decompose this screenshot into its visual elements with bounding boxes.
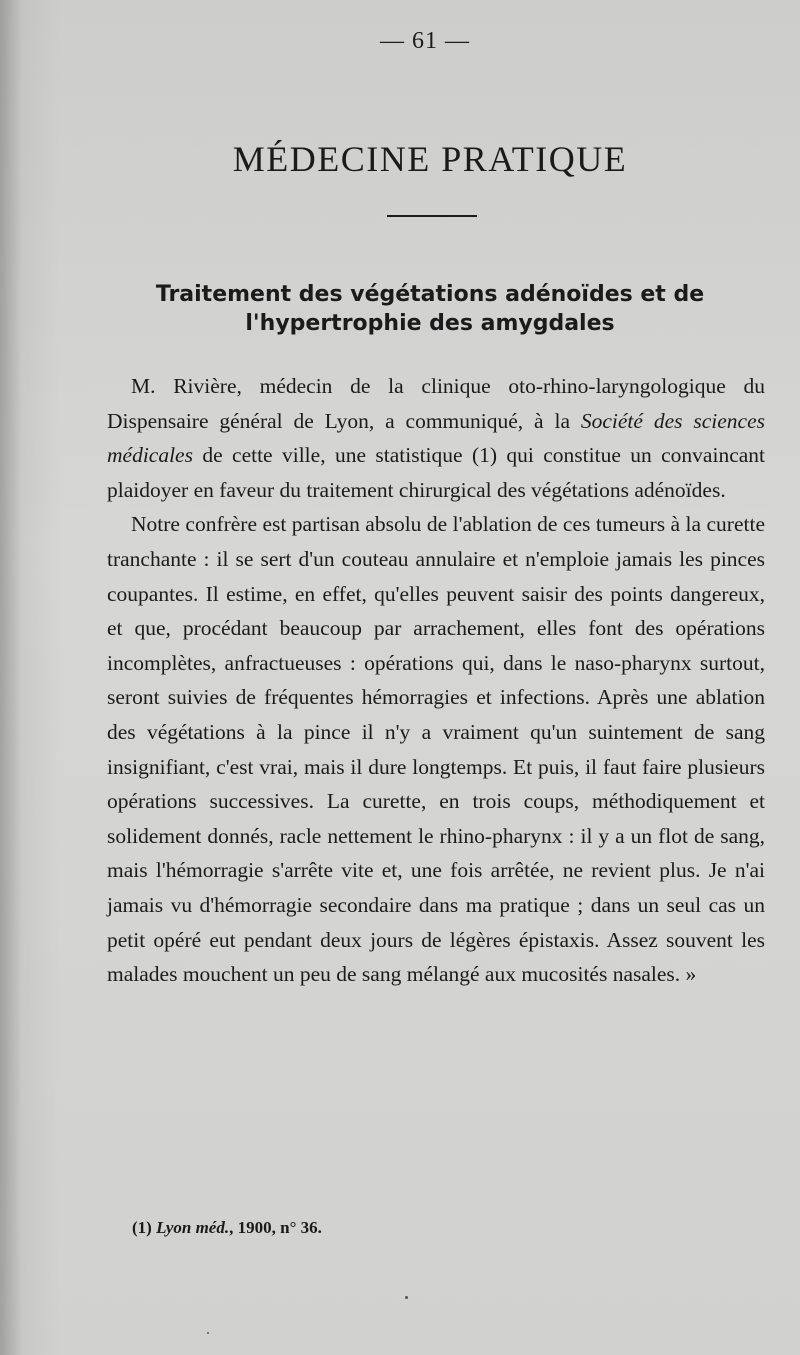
paragraph-1-part-2: de cette ville, une statistique (1) qui constitue un convaincant plaidoyer en faveur du traitement chirurgical des végétations adénoïdes.	[107, 443, 765, 502]
paragraph-2: Notre confrère est partisan absolu de l'ablation de ces tumeurs à la curette tranchante : il se sert d'un couteau annulaire et n'emploie jamais les pinces coupantes. Il estime, en effet, qu'elles peuvent saisir des points dangereux, et que, procédant beaucoup par arrachement, elles font des opérations incomplètes, anfractueuses : opérations qui, dans le naso-pharynx surtout, seront suivies de fréquentes hémorragies et infections. Après une ablation des végétations à la pince il n'y a vraiment qu'un suintement de sang insignifiant, c'est vrai, mais il dure longtemps. Et puis, il faut faire plusieurs opérations successives. La curette, en trois coups, méthodiquement et solidement donnés, racle nettement le rhino-pharynx : il y a un flot de sang, mais l'hémorragie s'arrête vite et, une fois arrêtée, ne revient plus. Je n'ai jamais vu d'hémorragie secondaire dans ma pratique ; dans un seul cas un petit opéré eut pendant deux jours de légères épistaxis. Assez souvent les malades mouchent un peu de sang mélangé aux mucosités nasales. »	[107, 512, 765, 987]
paragraph-1-part-1: M. Rivière, médecin de la clinique oto-rhino-laryngologique du Dispensaire général de Lyon, a communiqué, à la	[107, 374, 765, 433]
page-number: — 61 —	[380, 28, 470, 54]
footnote	[132, 1218, 322, 1238]
footnote-marker: (1)	[132, 1218, 157, 1237]
footnote-source: Lyon méd.	[156, 1218, 230, 1237]
article-body	[107, 369, 765, 992]
paragraph-1	[107, 369, 765, 507]
society-name: Société des sciences médicales	[107, 408, 765, 468]
paper-speck	[207, 1332, 209, 1334]
paper-speck	[405, 1296, 408, 1299]
article-title-line-1: Traitement des végétations adénoïdes et de	[155, 282, 705, 307]
article-title	[110, 280, 750, 338]
section-title: MÉDECINE PRATIQUE	[232, 139, 628, 179]
article-title-line-2: l'hypertrophie des amygdales	[245, 311, 615, 336]
footnote-rest: , 1900, n° 36.	[229, 1218, 322, 1237]
title-divider	[387, 215, 477, 217]
